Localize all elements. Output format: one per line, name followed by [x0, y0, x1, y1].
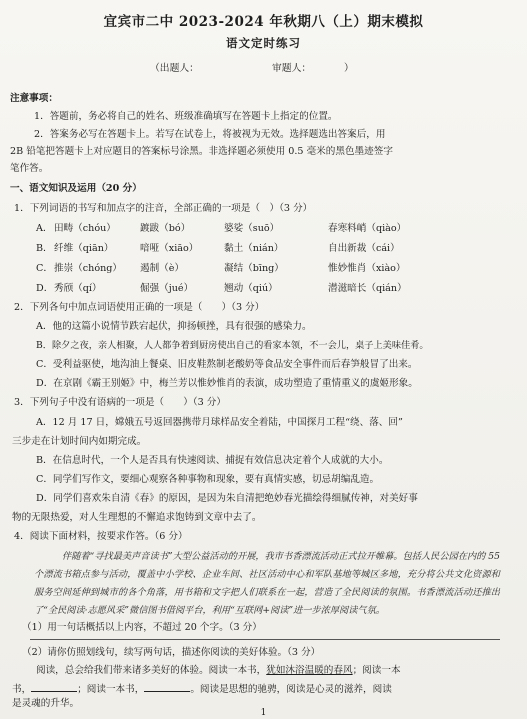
exam-title: 宜宾市二中 2023-2024 年秋期八（上）期末模拟	[103, 14, 424, 30]
q1-option-word: 自出新裁（cái）	[328, 243, 400, 254]
q3-option-d-line1: D．同学们喜欢朱自清《春》的原因，是因为朱自清把绝妙春光描绘得细腻传神，对美好事	[36, 493, 418, 504]
q1-option-word: 黏土（nián）	[224, 243, 284, 254]
q4-sub2: （2）请你仿照划线句，续写两句话，描述你阅读的美好体验。（3 分）	[22, 647, 321, 658]
q1-option-word: 喑哑（xiāo）	[140, 243, 199, 254]
q3-option-c: C．同学们写作文，要细心观察各种事物和现象，要有真情实感，切忌胡编乱造。	[36, 474, 380, 485]
answer-blank[interactable]	[31, 681, 77, 692]
notice-item-1: 1．答题前，务必将自己的姓名、班级准确填写在答题卡上指定的位置。	[34, 111, 338, 122]
q2-option-a: A．他的这篇小说情节跌宕起伏，抑扬顿挫，具有很强的感染力。	[36, 321, 312, 332]
close-paren: ）	[344, 63, 354, 74]
q2-stem: 2．下列各句中加点词语使用正确的一项是（ ）（3 分）	[14, 302, 265, 313]
answer-divider	[30, 639, 500, 640]
q4-model-sentence: 犹如沐浴温暖的春风	[266, 665, 353, 676]
q4-fill-line2	[12, 681, 392, 696]
q1-option-word: 倔强（jué）	[140, 283, 194, 294]
q4-fill-line1	[36, 664, 401, 677]
q3-option-a-line2: 三步走在计划时间内如期完成。	[12, 436, 147, 447]
q1-option-word: 纤维（qiān）	[54, 243, 114, 254]
q1-option-word: 踱跋（bó）	[140, 223, 191, 234]
q1-option-word: 惟妙惟肖（xiào）	[328, 263, 406, 274]
q4-fill-text: ；阅读一本	[352, 665, 401, 676]
q1-option-letter: D．	[36, 283, 54, 294]
q3-stem: 3．下列句子中没有语病的一项是（ ）（3 分）	[14, 397, 226, 408]
q1-option-word: 推崇（chóng）	[54, 263, 123, 274]
q4-fill-text: 书，	[12, 684, 32, 695]
q1-option-word: 田畴（chóu）	[54, 223, 116, 234]
q2-option-c: C．受利益驱使，地沟油上餐桌、旧皮鞋熬制老酸奶等食品安全事件而后春笋般冒了出来。	[36, 359, 418, 370]
author-label: （出题人：	[150, 63, 199, 74]
q1-option-word: 凝结（bīng）	[224, 263, 284, 274]
notice-item-2a: 2．答案务必写在答题卡上。若写在试卷上，将被视为无效。选择题选出答案后，用	[34, 129, 386, 140]
notice-item-2b: 2B 铅笔把答题卡上对应题目的答案标号涂黑。非选择题必须使用 0.5 毫米的黑色墨迹签字	[10, 146, 393, 157]
reviewer-label: 审题人：	[272, 63, 312, 74]
q1-option-word: 婆娑（suō）	[224, 223, 280, 234]
q1-stem: 1．下列词语的书写和加点字的注音，全部正确的一项是（ ）（3 分）	[14, 203, 313, 214]
q4-stem: 4．阅读下面材料，按要求作答。（6 分）	[14, 531, 188, 542]
q3-option-a-line1: A．12 月 17 日，嫦娥五号返回器携带月球样品安全着陆，中国探月工程“绕、落、回”	[36, 417, 403, 428]
q1-option-word: 春寒料峭（qiào）	[328, 223, 407, 234]
q4-fill-text: ；阅读一本书，	[77, 684, 145, 695]
section-heading: 一、语文知识及运用（20 分）	[10, 183, 142, 194]
exam-subtitle: 语文定时练习	[226, 36, 301, 50]
q1-option-word: 秀颀（qí）	[54, 283, 102, 294]
q1-option-word: 翘动（qiú）	[224, 283, 278, 294]
q1-option-letter: B．	[36, 243, 53, 254]
q4-fill-line3: 是灵魂的升华。	[12, 698, 80, 709]
reading-passage: 伴随着“寻找最美声音读书”大型公益活动的开展，我市书香漂流活动正式拉开帷幕。包括人民公园在内的 55 个漂流书箱点参与活动，覆盖中小学校、企业车间、社区活动中心和军队基地等城区多地，充分将公共文化资源和服务空间延伸到城市的各个角落，用书箱和文字把人们联系在一起，营造了全民阅读的氛围。书香漂流活动还推出了“全民阅读·志愿风采”微信图书借阅平台，利用“互联网+阅读”进一步浓厚阅读气氛。	[34, 551, 500, 616]
q1-option-word: 遏制（è）	[140, 263, 185, 274]
q1-option-word: 潜滋暗长（qián）	[328, 283, 407, 294]
q3-option-d-line2: 物的无限热爱，对人生理想的不懈追求饱铸到文章中去了。	[12, 512, 262, 523]
q4-fill-text: 阅读，总会给我们带来诸多美好的体验。阅读一本书，	[36, 665, 267, 676]
q2-option-d: D．在京剧《霸王别姬》中，梅兰芳以惟妙惟肖的表演，成功塑造了重情重义的虞姬形象。	[36, 378, 418, 389]
q1-option-letter: A．	[36, 223, 53, 234]
q3-option-b: B．在信息时代，一个人是否具有快速阅读、捕捉有效信息决定着个人成就的大小。	[36, 455, 389, 466]
notice-heading: 注意事项：	[10, 93, 58, 104]
q2-option-b: B．除夕之夜，亲人相聚，人人都争着到厨房使出自己的看家本领，不一会儿，桌子上美味佳肴。	[36, 340, 429, 351]
q4-sub1: （1）用一句话概括以上内容，不超过 20 个字。（3 分）	[22, 622, 262, 633]
page-number: 1	[260, 708, 267, 718]
q4-fill-text: 。阅读是思想的驰骋，阅读是心灵的滋养，阅读	[190, 684, 392, 695]
q1-option-letter: C．	[36, 263, 53, 274]
answer-blank[interactable]	[144, 681, 190, 692]
notice-item-2c: 笔作答。	[10, 163, 49, 174]
